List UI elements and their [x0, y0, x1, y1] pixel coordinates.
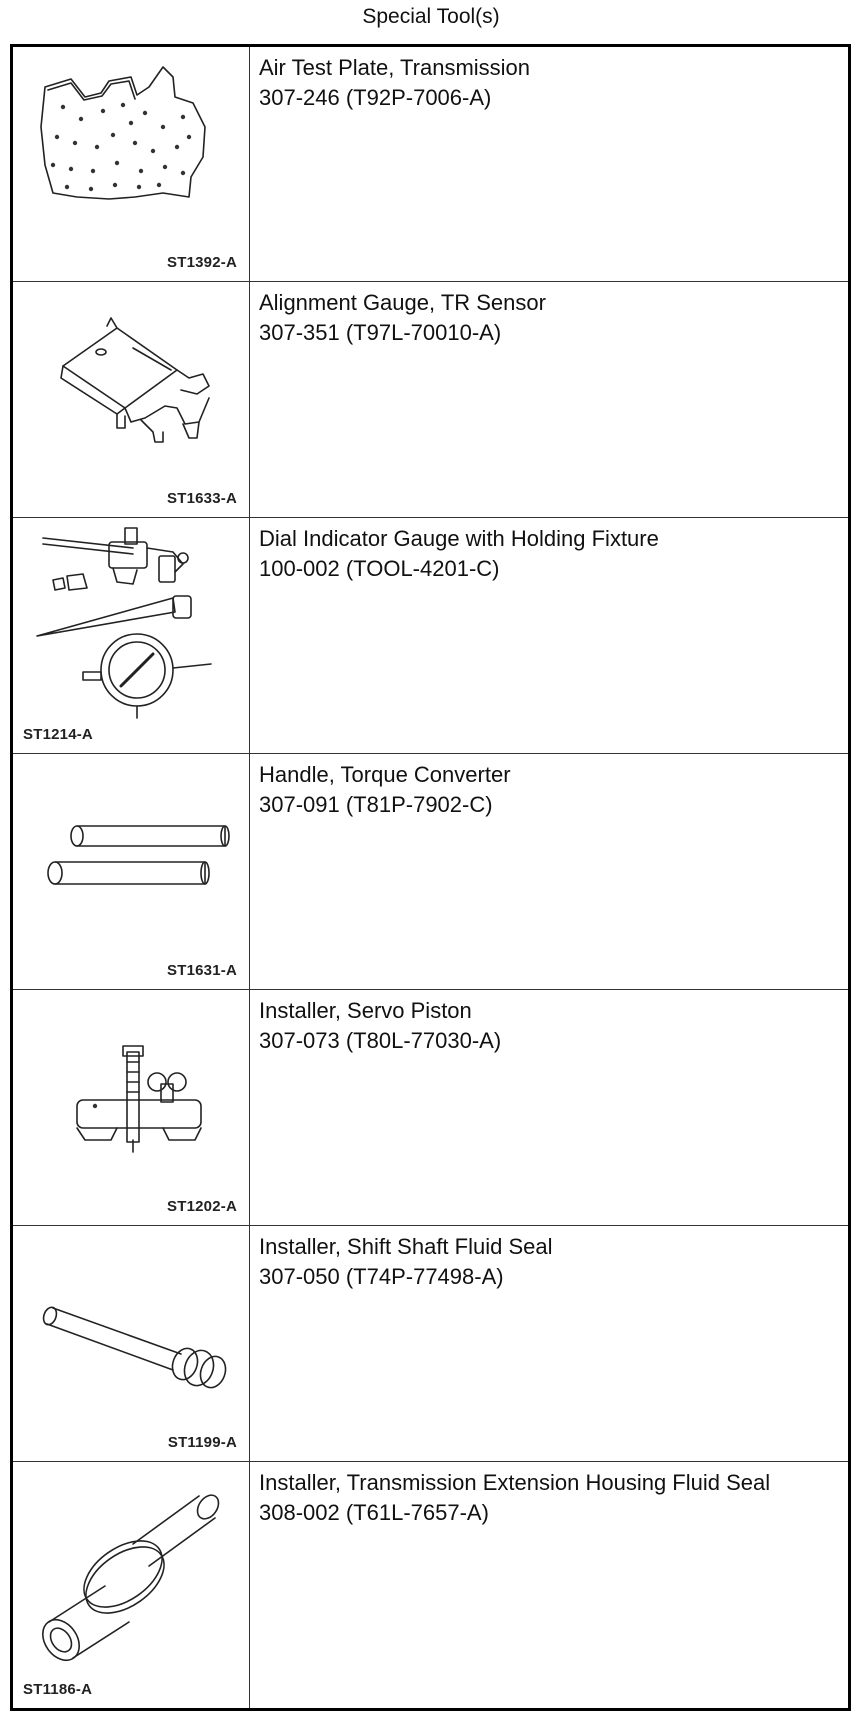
table-row: [12, 46, 850, 282]
tool-description: [250, 990, 850, 1226]
table-row: [12, 518, 850, 754]
illustration-cell: [12, 46, 250, 282]
tool-name: Installer, Servo Piston: [259, 998, 472, 1023]
servo-piston-installer-icon: [13, 990, 251, 1226]
table-caption: Special Tool(s): [362, 5, 500, 28]
illustration-code: ST1199-A: [167, 1434, 237, 1451]
illustration-cell: [12, 1462, 250, 1710]
tool-name: Air Test Plate, Transmission: [259, 55, 531, 80]
illustration-code: ST1186-A: [23, 1681, 93, 1698]
tool-description: [250, 46, 850, 282]
tool-name: Alignment Gauge, TR Sensor: [259, 290, 546, 315]
alignment-gauge-icon: [13, 282, 251, 518]
table-row: [12, 754, 850, 990]
illustration-cell: [12, 518, 250, 754]
tool-description: [250, 518, 850, 754]
air-test-plate-icon: [13, 47, 251, 283]
illustration-code: ST1392-A: [167, 254, 237, 271]
illustration-cell: [12, 282, 250, 518]
tool-name: Installer, Transmission Extension Housing Fluid Seal: [259, 1470, 771, 1495]
shift-shaft-seal-installer-icon: [13, 1226, 251, 1462]
illustration-code: ST1631-A: [167, 962, 237, 979]
tool-number: 307-246 (T92P-7006-A): [259, 85, 492, 110]
special-tools-table: [10, 44, 851, 1711]
table-row: [12, 282, 850, 518]
tool-number: 308-002 (T61L-7657-A): [259, 1500, 489, 1525]
illustration-code: ST1214-A: [23, 726, 93, 743]
tool-name: Handle, Torque Converter: [259, 762, 511, 787]
illustration-cell: [12, 754, 250, 990]
tool-description: [250, 1226, 850, 1462]
torque-converter-handle-icon: [13, 754, 251, 990]
tool-number: 307-050 (T74P-77498-A): [259, 1264, 504, 1289]
dial-indicator-gauge-icon: [13, 518, 251, 754]
tool-description: [250, 282, 850, 518]
table-row: [12, 990, 850, 1226]
illustration-cell: [12, 1226, 250, 1462]
tool-number: 307-351 (T97L-70010-A): [259, 320, 502, 345]
tool-name: Dial Indicator Gauge with Holding Fixture: [259, 526, 659, 551]
tool-number: 307-091 (T81P-7902-C): [259, 792, 493, 817]
tool-description: [250, 754, 850, 990]
table-row: [12, 1226, 850, 1462]
illustration-cell: [12, 990, 250, 1226]
extension-housing-seal-installer-icon: [13, 1462, 251, 1710]
table-row: [12, 1462, 850, 1710]
tool-name: Installer, Shift Shaft Fluid Seal: [259, 1234, 553, 1259]
tool-number: 307-073 (T80L-77030-A): [259, 1028, 502, 1053]
illustration-code: ST1633-A: [167, 490, 237, 507]
tool-description: [250, 1462, 850, 1710]
tool-number: 100-002 (TOOL-4201-C): [259, 556, 500, 581]
illustration-code: ST1202-A: [167, 1198, 237, 1215]
